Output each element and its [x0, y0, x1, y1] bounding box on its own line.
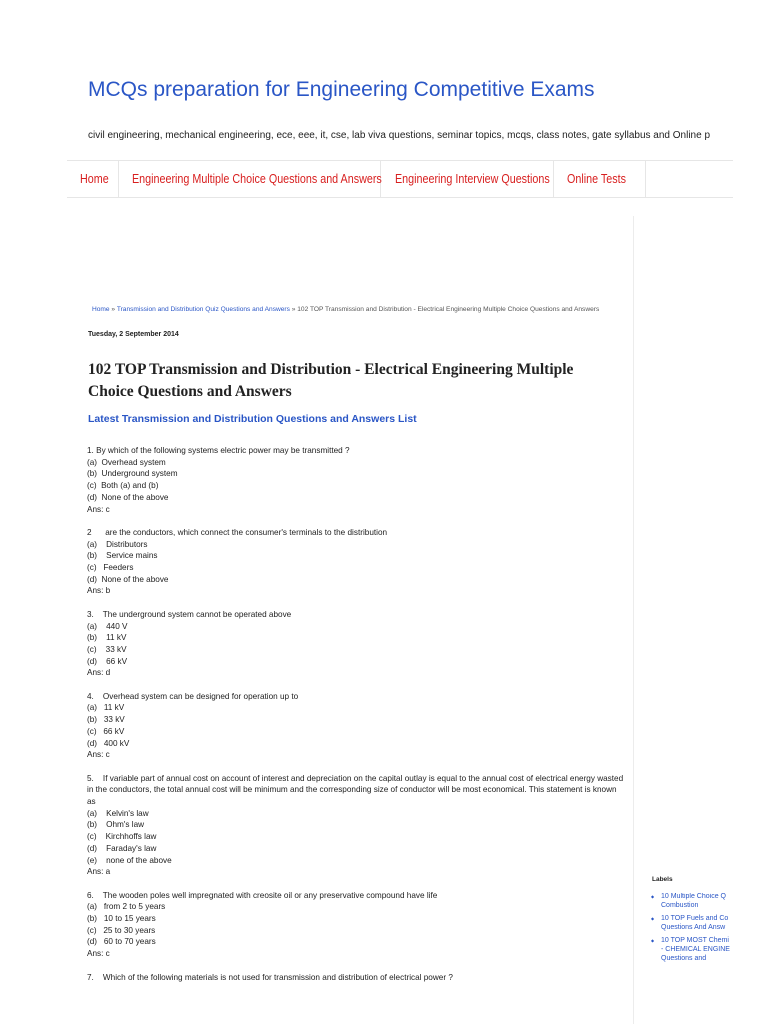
label-link-text: ◆ 10 Multiple Choice Q: [661, 893, 726, 900]
labels-heading: Labels: [652, 876, 673, 883]
breadcrumb-separator: »: [289, 306, 298, 313]
label-link-text: - CHEMICAL ENGINE: [661, 945, 730, 953]
question-item: [87, 445, 627, 515]
question-option: (a) Kelvin's law: [87, 808, 149, 818]
question-text: 3. The underground system cannot be operated above: [87, 609, 292, 619]
question-option: (d) 66 kV: [87, 656, 128, 666]
question-option: (c) 66 kV: [87, 726, 125, 736]
question-option: (b) 33 kV: [87, 715, 125, 725]
post-date: Tuesday, 2 September 2014: [88, 331, 179, 338]
question-option: (d) 400 kV: [87, 738, 130, 748]
sidebar-divider: [633, 216, 634, 1024]
question-option: (b) 10 to 15 years: [87, 914, 156, 924]
question-answer: Ans: b: [87, 586, 111, 596]
question-option: (c) 33 kV: [87, 644, 127, 654]
question-list: [87, 445, 627, 995]
question-option: (b) 11 kV: [87, 633, 127, 643]
main-nav: [67, 161, 733, 198]
question-item: [87, 773, 627, 878]
question-answer: Ans: c: [87, 750, 110, 760]
label-link[interactable]: [651, 915, 733, 933]
label-link-text: ◆ 10 TOP MOST Chemi: [661, 937, 729, 945]
question-text: 5. If variable part of annual cost on account of interest and depreciation on the capital outlay is equal to the annual cost of electrical energy wasted in the conductors, the total annual cost will be minimum and the corresponding size of conductor will be most economical. This statement is known as: [87, 773, 626, 807]
nav-online-tests[interactable]: [554, 161, 646, 197]
question-option: (d) None of the above: [87, 492, 169, 502]
nav-tests-label: Online Tests: [567, 172, 626, 186]
breadcrumb-category-link[interactable]: Transmission and Distribution Quiz Questions and Answers: [116, 306, 290, 313]
site-description: civil engineering, mechanical engineering, ece, eee, it, cse, lab viva questions, seminar topics, mcqs, class notes, gate syllabus and Online p: [88, 130, 711, 141]
question-option: (b) Service mains: [87, 551, 158, 561]
breadcrumb: [92, 306, 599, 313]
question-option: (b) Underground system: [87, 469, 178, 479]
question-option: (a) Distributors: [87, 539, 148, 549]
question-option: (c) Both (a) and (b): [87, 481, 159, 491]
question-answer: Ans: c: [87, 949, 110, 959]
question-option: (d) Faraday's law: [87, 843, 157, 853]
nav-interview-label: Engineering Interview Questions: [395, 172, 550, 186]
question-item: [87, 972, 627, 984]
question-item: [87, 691, 627, 761]
question-option: (e) none of the above: [87, 855, 172, 865]
breadcrumb-home-link[interactable]: Home: [92, 306, 110, 313]
nav-mcq-label: Engineering Multiple Choice Questions and Answers: [132, 172, 382, 186]
question-option: (c) Feeders: [87, 563, 134, 573]
question-item: [87, 609, 627, 679]
question-option: (d) 60 to 70 years: [87, 937, 156, 947]
label-link-text: Questions and: [661, 954, 707, 962]
question-text: 6. The wooden poles well impregnated with creosite oil or any preservative compound have life: [87, 890, 438, 900]
label-link-text: ◆ 10 TOP Fuels and Co: [661, 915, 729, 923]
post-subtitle: Latest Transmission and Distribution Questions and Answers List: [88, 413, 417, 425]
question-answer: Ans: d: [87, 668, 111, 678]
nav-home[interactable]: [67, 161, 119, 197]
question-option: (a) 11 kV: [87, 703, 125, 713]
question-option: (c) Kirchhoffs law: [87, 832, 157, 842]
question-option: (c) 25 to 30 years: [87, 925, 156, 935]
labels-list: [651, 893, 733, 968]
question-text: 1. By which of the following systems electric power may be transmitted ?: [87, 446, 350, 455]
question-option: (a) 440 V: [87, 621, 128, 631]
question-text: 2 are the conductors, which connect the consumer's terminals to the distribution: [87, 527, 388, 537]
label-link[interactable]: [651, 937, 733, 963]
question-item: [87, 890, 627, 960]
post-title: 102 TOP Transmission and Distribution - Electrical Engineering Multiple Choice Questions and Answers: [88, 361, 574, 400]
question-answer: Ans: c: [87, 504, 110, 514]
nav-interview-questions[interactable]: [381, 161, 554, 197]
label-link[interactable]: [651, 893, 733, 911]
question-option: (a) Overhead system: [87, 457, 166, 467]
question-option: (a) from 2 to 5 years: [87, 902, 166, 912]
question-option: (d) None of the above: [87, 574, 169, 584]
site-title[interactable]: MCQs preparation for Engineering Competitive Exams: [88, 78, 595, 101]
nav-home-label: Home: [80, 172, 109, 186]
breadcrumb-current: 102 TOP Transmission and Distribution - Electrical Engineering Multiple Choice Questions and Answers: [297, 306, 600, 313]
question-option: (b) Ohm's law: [87, 820, 145, 830]
label-link-text: Combustion: [661, 901, 699, 909]
question-item: [87, 527, 627, 597]
nav-mcq[interactable]: [119, 161, 381, 197]
breadcrumb-separator: »: [109, 306, 117, 313]
question-text: 4. Overhead system can be designed for operation up to: [87, 691, 299, 701]
label-link-text: Questions And Answ: [661, 923, 726, 931]
question-text: 7. Which of the following materials is not used for transmission and distribution of electrical power ?: [87, 972, 453, 982]
question-answer: Ans: a: [87, 867, 111, 877]
